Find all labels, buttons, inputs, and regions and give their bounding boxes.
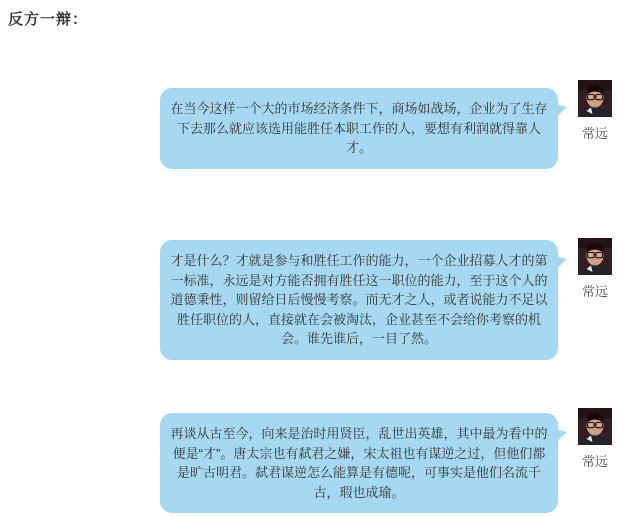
avatar-image[interactable] [578,80,612,117]
speaker-column [578,238,612,300]
message-text: 在当今这样一个大的市场经济条件下，商场如战场，企业为了生存下去那么就应该选用能胜任本职工作的人，要想有利润就得靠人才。 [170,101,548,155]
message-text: 才是什么？才就是参与和胜任工作的能力，一个企业招募人才的第一标准，永远是对方能否拥有胜任这一职位的能力，至于这个人的道德秉性，则留给日后慢慢考察。而无才之人，或者说能力不足以胜任职位的人，直接就在会被淘汰，企业甚至不会给你考察的机会。谁先谁后，一目了然。 [170,253,548,346]
section-title: 反方一辩： [8,11,89,28]
chat-bubble [160,88,558,169]
speaker-name: 常远 [581,126,608,141]
chat-bubble [160,413,558,513]
avatar-image[interactable] [578,238,612,275]
chat-bubble [160,240,558,360]
speaker-column [578,80,612,142]
speaker-name: 常远 [581,454,608,469]
avatar-image[interactable] [578,408,612,445]
speaker-column [578,408,612,470]
speaker-name: 常远 [581,284,608,299]
message-text: 再谈从古至今，向来是治时用贤臣，乱世出英雄，其中最为看中的便是“才”。唐太宗也有弑君之嫌，宋太祖也有谋逆之过，但他们都是旷古明君。弑君谋逆怎么能算是有德呢，可事实是他们名流千古，瑕也成瑜。 [170,426,548,500]
